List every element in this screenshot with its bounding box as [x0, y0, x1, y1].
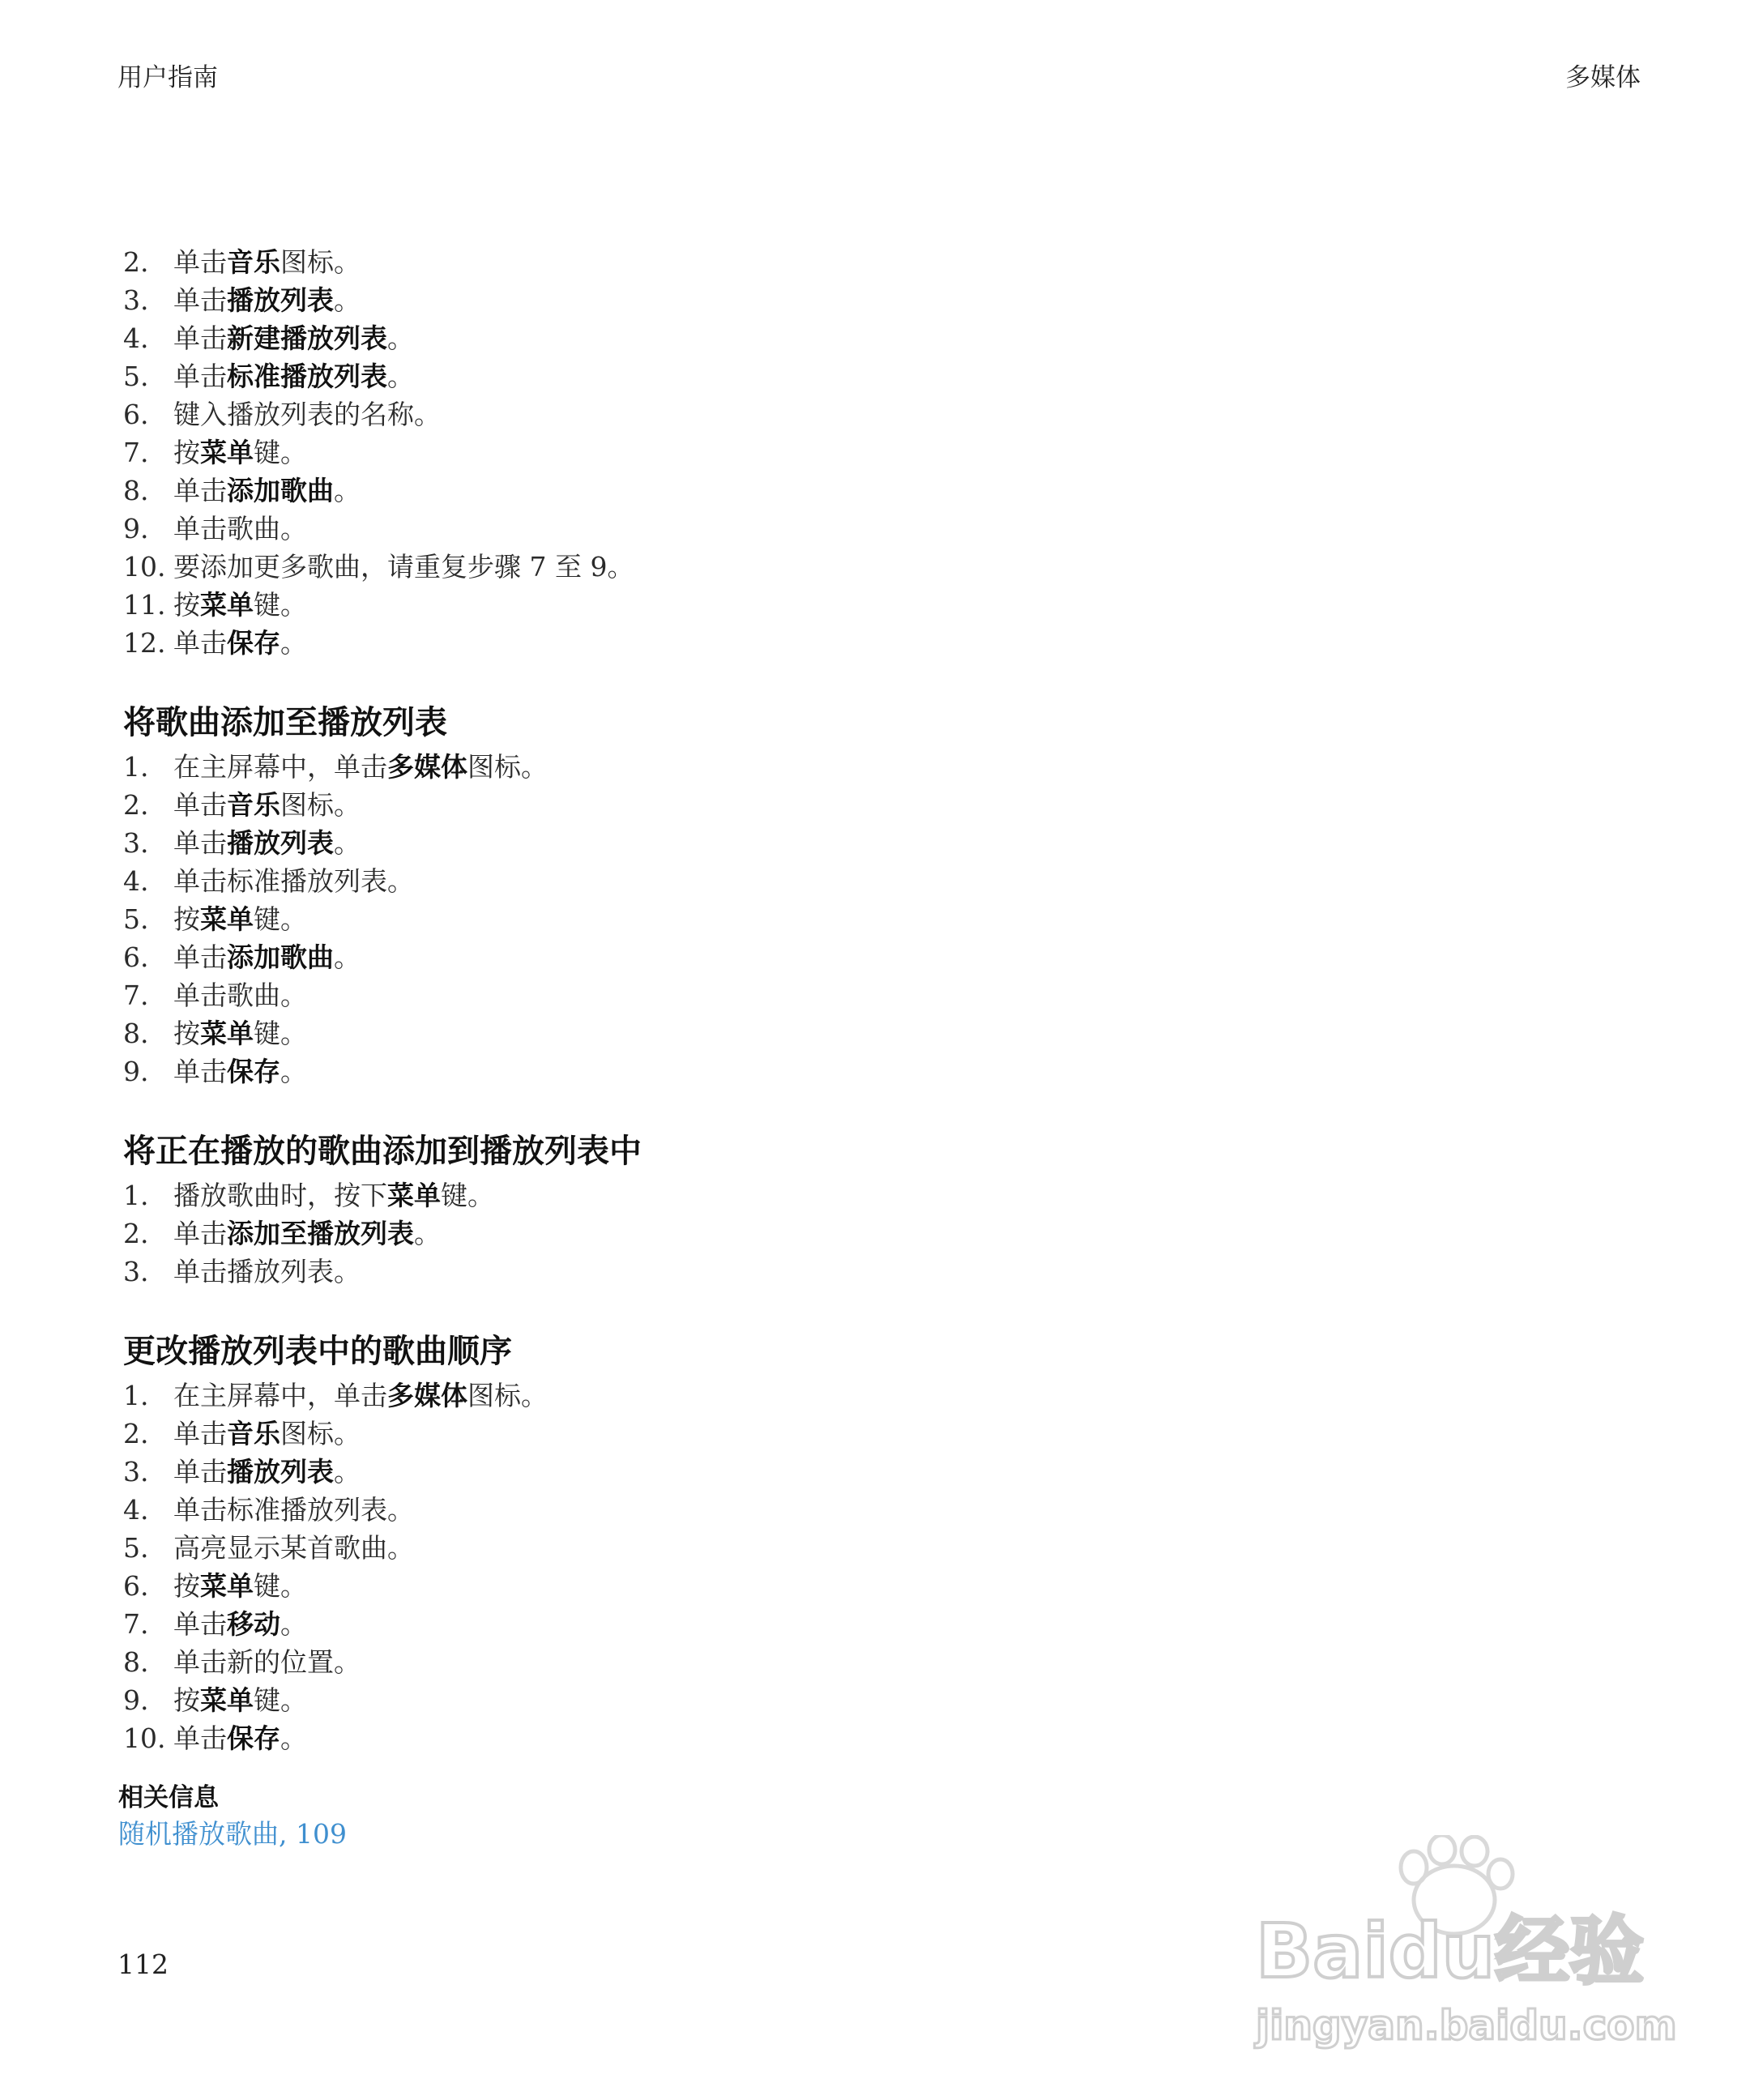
step-text: 按 — [173, 589, 200, 621]
step-text: 键入播放列表的名称。 — [173, 399, 441, 430]
step-text: 键。 — [254, 589, 307, 621]
step-text: 单击 — [173, 789, 227, 821]
step-item — [123, 510, 1500, 548]
step-item — [123, 395, 1500, 433]
step-number: 9. — [123, 1684, 149, 1716]
step-text: 单击 — [173, 827, 227, 859]
step-item — [123, 862, 1500, 900]
ui-term: 保存 — [227, 1056, 280, 1087]
step-number: 1. — [123, 1380, 149, 1411]
step-text: 单击标准播放列表。 — [173, 865, 414, 897]
step-number: 5. — [123, 1532, 149, 1564]
page-number: 112 — [117, 1948, 169, 1980]
section-heading: 将歌曲添加至播放列表 — [123, 704, 447, 741]
step-number: 1. — [123, 1180, 149, 1211]
step-item — [123, 1415, 1500, 1453]
step-text: 。 — [280, 1722, 307, 1754]
step-text: 图标。 — [280, 246, 361, 278]
step-item — [123, 900, 1500, 938]
step-text: 单击播放列表。 — [173, 1256, 361, 1287]
step-text: 图标。 — [280, 789, 361, 821]
step-item — [123, 624, 1500, 662]
step-number: 4. — [123, 322, 149, 354]
step-text: 单击 — [173, 1218, 227, 1249]
running-header-right: 多媒体 — [1565, 63, 1641, 92]
step-text: 单击 — [173, 1722, 227, 1754]
step-text: 。 — [334, 1456, 361, 1488]
ui-term: 添加至播放列表 — [227, 1218, 414, 1249]
step-item — [123, 786, 1500, 824]
ui-term: 移动 — [227, 1608, 280, 1640]
ui-term: 播放列表 — [227, 1456, 334, 1488]
step-text: 按 — [173, 903, 200, 935]
ui-term: 多媒体 — [387, 1380, 467, 1411]
step-text: 单击标准播放列表。 — [173, 1494, 414, 1526]
step-number: 3. — [123, 1256, 149, 1287]
ui-term: 保存 — [227, 1722, 280, 1754]
ui-term: 菜单 — [200, 589, 254, 621]
ui-term: 菜单 — [200, 1018, 254, 1049]
step-text: 按 — [173, 1570, 200, 1602]
step-number: 7. — [123, 437, 149, 468]
step-text: 。 — [280, 627, 307, 659]
section-step-list — [123, 1377, 1500, 1757]
step-item — [123, 1681, 1500, 1719]
step-number: 7. — [123, 980, 149, 1011]
step-text: 。 — [387, 322, 414, 354]
step-item — [123, 281, 1500, 319]
step-item — [123, 319, 1500, 357]
step-number: 12. — [123, 627, 166, 659]
step-text: 图标。 — [280, 1418, 361, 1449]
step-item — [123, 1176, 1500, 1214]
step-number: 8. — [123, 1018, 149, 1049]
ui-term: 菜单 — [200, 437, 254, 468]
step-item — [123, 1377, 1500, 1415]
step-text: 单击歌曲。 — [173, 980, 307, 1011]
step-text: 。 — [334, 284, 361, 316]
step-number: 8. — [123, 475, 149, 506]
step-text: 。 — [414, 1218, 441, 1249]
step-text: 单击 — [173, 941, 227, 973]
step-number: 4. — [123, 1494, 149, 1526]
step-text: 键。 — [254, 437, 307, 468]
step-number: 6. — [123, 399, 149, 430]
step-text: 。 — [334, 475, 361, 506]
step-number: 2. — [123, 1418, 149, 1449]
step-item — [123, 1567, 1500, 1605]
step-text: 图标。 — [467, 1380, 548, 1411]
ui-term: 音乐 — [227, 789, 280, 821]
ui-term: 菜单 — [200, 1684, 254, 1716]
step-number: 9. — [123, 513, 149, 544]
step-text: 。 — [387, 361, 414, 392]
step-text: 播放歌曲时，按下 — [173, 1180, 387, 1211]
step-number: 6. — [123, 941, 149, 973]
related-link-shuffle-songs[interactable]: 随机播放歌曲, 109 — [118, 1818, 347, 1850]
step-text: 单击 — [173, 1056, 227, 1087]
ui-term: 播放列表 — [227, 284, 334, 316]
ui-term: 标准播放列表 — [227, 361, 387, 392]
sections-container — [123, 701, 1500, 1757]
step-item — [123, 1052, 1500, 1091]
ui-term: 添加歌曲 — [227, 941, 334, 973]
step-number: 5. — [123, 361, 149, 392]
step-item — [123, 433, 1500, 472]
step-text: 键。 — [254, 903, 307, 935]
step-number: 11. — [123, 589, 166, 621]
step-text: 在主屏幕中，单击 — [173, 1380, 387, 1411]
step-text: 单击 — [173, 1608, 227, 1640]
ui-term: 新建播放列表 — [227, 322, 387, 354]
step-text: 单击 — [173, 361, 227, 392]
ui-term: 多媒体 — [387, 751, 467, 783]
step-text: 单击歌曲。 — [173, 513, 307, 544]
step-text: 按 — [173, 1684, 200, 1716]
step-text: 单击 — [173, 246, 227, 278]
step-item — [123, 472, 1500, 510]
step-number: 2. — [123, 789, 149, 821]
step-item — [123, 243, 1500, 281]
step-item — [123, 1643, 1500, 1681]
section-step-list — [123, 1176, 1500, 1291]
step-number: 4. — [123, 865, 149, 897]
step-item — [123, 586, 1500, 624]
step-text: 单击 — [173, 284, 227, 316]
watermark-logo-text: Baidu经验 — [1256, 1908, 1645, 1995]
step-item — [123, 938, 1500, 976]
step-number: 1. — [123, 751, 149, 783]
step-text: 键。 — [254, 1018, 307, 1049]
step-item — [123, 357, 1500, 395]
step-item — [123, 824, 1500, 862]
watermark-url-text: jingyan.baidu.com — [1256, 2002, 1677, 2049]
step-item — [123, 1529, 1500, 1567]
running-header-left: 用户指南 — [117, 63, 218, 92]
step-text: 高亮显示某首歌曲。 — [173, 1532, 414, 1564]
step-item — [123, 976, 1500, 1014]
step-number: 8. — [123, 1646, 149, 1678]
section-step-list — [123, 748, 1500, 1091]
step-number: 2. — [123, 1218, 149, 1249]
step-text: 单击 — [173, 1456, 227, 1488]
step-number: 6. — [123, 1570, 149, 1602]
step-text: 图标。 — [467, 751, 548, 783]
ui-term: 菜单 — [387, 1180, 441, 1211]
step-text: 按 — [173, 1018, 200, 1049]
step-text: 单击 — [173, 627, 227, 659]
step-item — [123, 1605, 1500, 1643]
step-text: 键。 — [441, 1180, 494, 1211]
step-text: 。 — [334, 827, 361, 859]
step-text: 。 — [280, 1608, 307, 1640]
step-number: 9. — [123, 1056, 149, 1087]
step-number: 3. — [123, 1456, 149, 1488]
step-number: 5. — [123, 903, 149, 935]
ui-term: 添加歌曲 — [227, 475, 334, 506]
ui-term: 音乐 — [227, 1418, 280, 1449]
step-text: 单击 — [173, 1418, 227, 1449]
step-item — [123, 1014, 1500, 1052]
step-text: 要添加更多歌曲，请重复步骤 7 至 9。 — [173, 551, 634, 583]
step-item — [123, 1719, 1500, 1757]
step-item — [123, 1453, 1500, 1491]
step-item — [123, 548, 1500, 586]
ui-term: 保存 — [227, 627, 280, 659]
step-number: 10. — [123, 1722, 166, 1754]
step-item — [123, 1253, 1500, 1291]
intro-step-list — [123, 243, 1500, 662]
step-number: 10. — [123, 551, 166, 583]
step-text: 。 — [280, 1056, 307, 1087]
ui-term: 菜单 — [200, 903, 254, 935]
step-number: 7. — [123, 1608, 149, 1640]
step-number: 3. — [123, 827, 149, 859]
page-content — [118, 243, 1500, 1853]
step-text: 单击 — [173, 475, 227, 506]
step-text: 键。 — [254, 1684, 307, 1716]
step-number: 3. — [123, 284, 149, 316]
step-text: 。 — [334, 941, 361, 973]
related-info-title: 相关信息 — [118, 1783, 219, 1812]
section-heading: 将正在播放的歌曲添加到播放列表中 — [123, 1133, 642, 1170]
ui-term: 菜单 — [200, 1570, 254, 1602]
step-text: 单击新的位置。 — [173, 1646, 361, 1678]
step-text: 单击 — [173, 322, 227, 354]
step-number: 2. — [123, 246, 149, 278]
ui-term: 播放列表 — [227, 827, 334, 859]
step-item — [123, 1214, 1500, 1253]
step-text: 按 — [173, 437, 200, 468]
step-text: 在主屏幕中，单击 — [173, 751, 387, 783]
step-text: 键。 — [254, 1570, 307, 1602]
ui-term: 音乐 — [227, 246, 280, 278]
step-item — [123, 748, 1500, 786]
step-item — [123, 1491, 1500, 1529]
baidu-jingyan-watermark — [1240, 1835, 1677, 2054]
section-heading: 更改播放列表中的歌曲顺序 — [123, 1333, 512, 1370]
